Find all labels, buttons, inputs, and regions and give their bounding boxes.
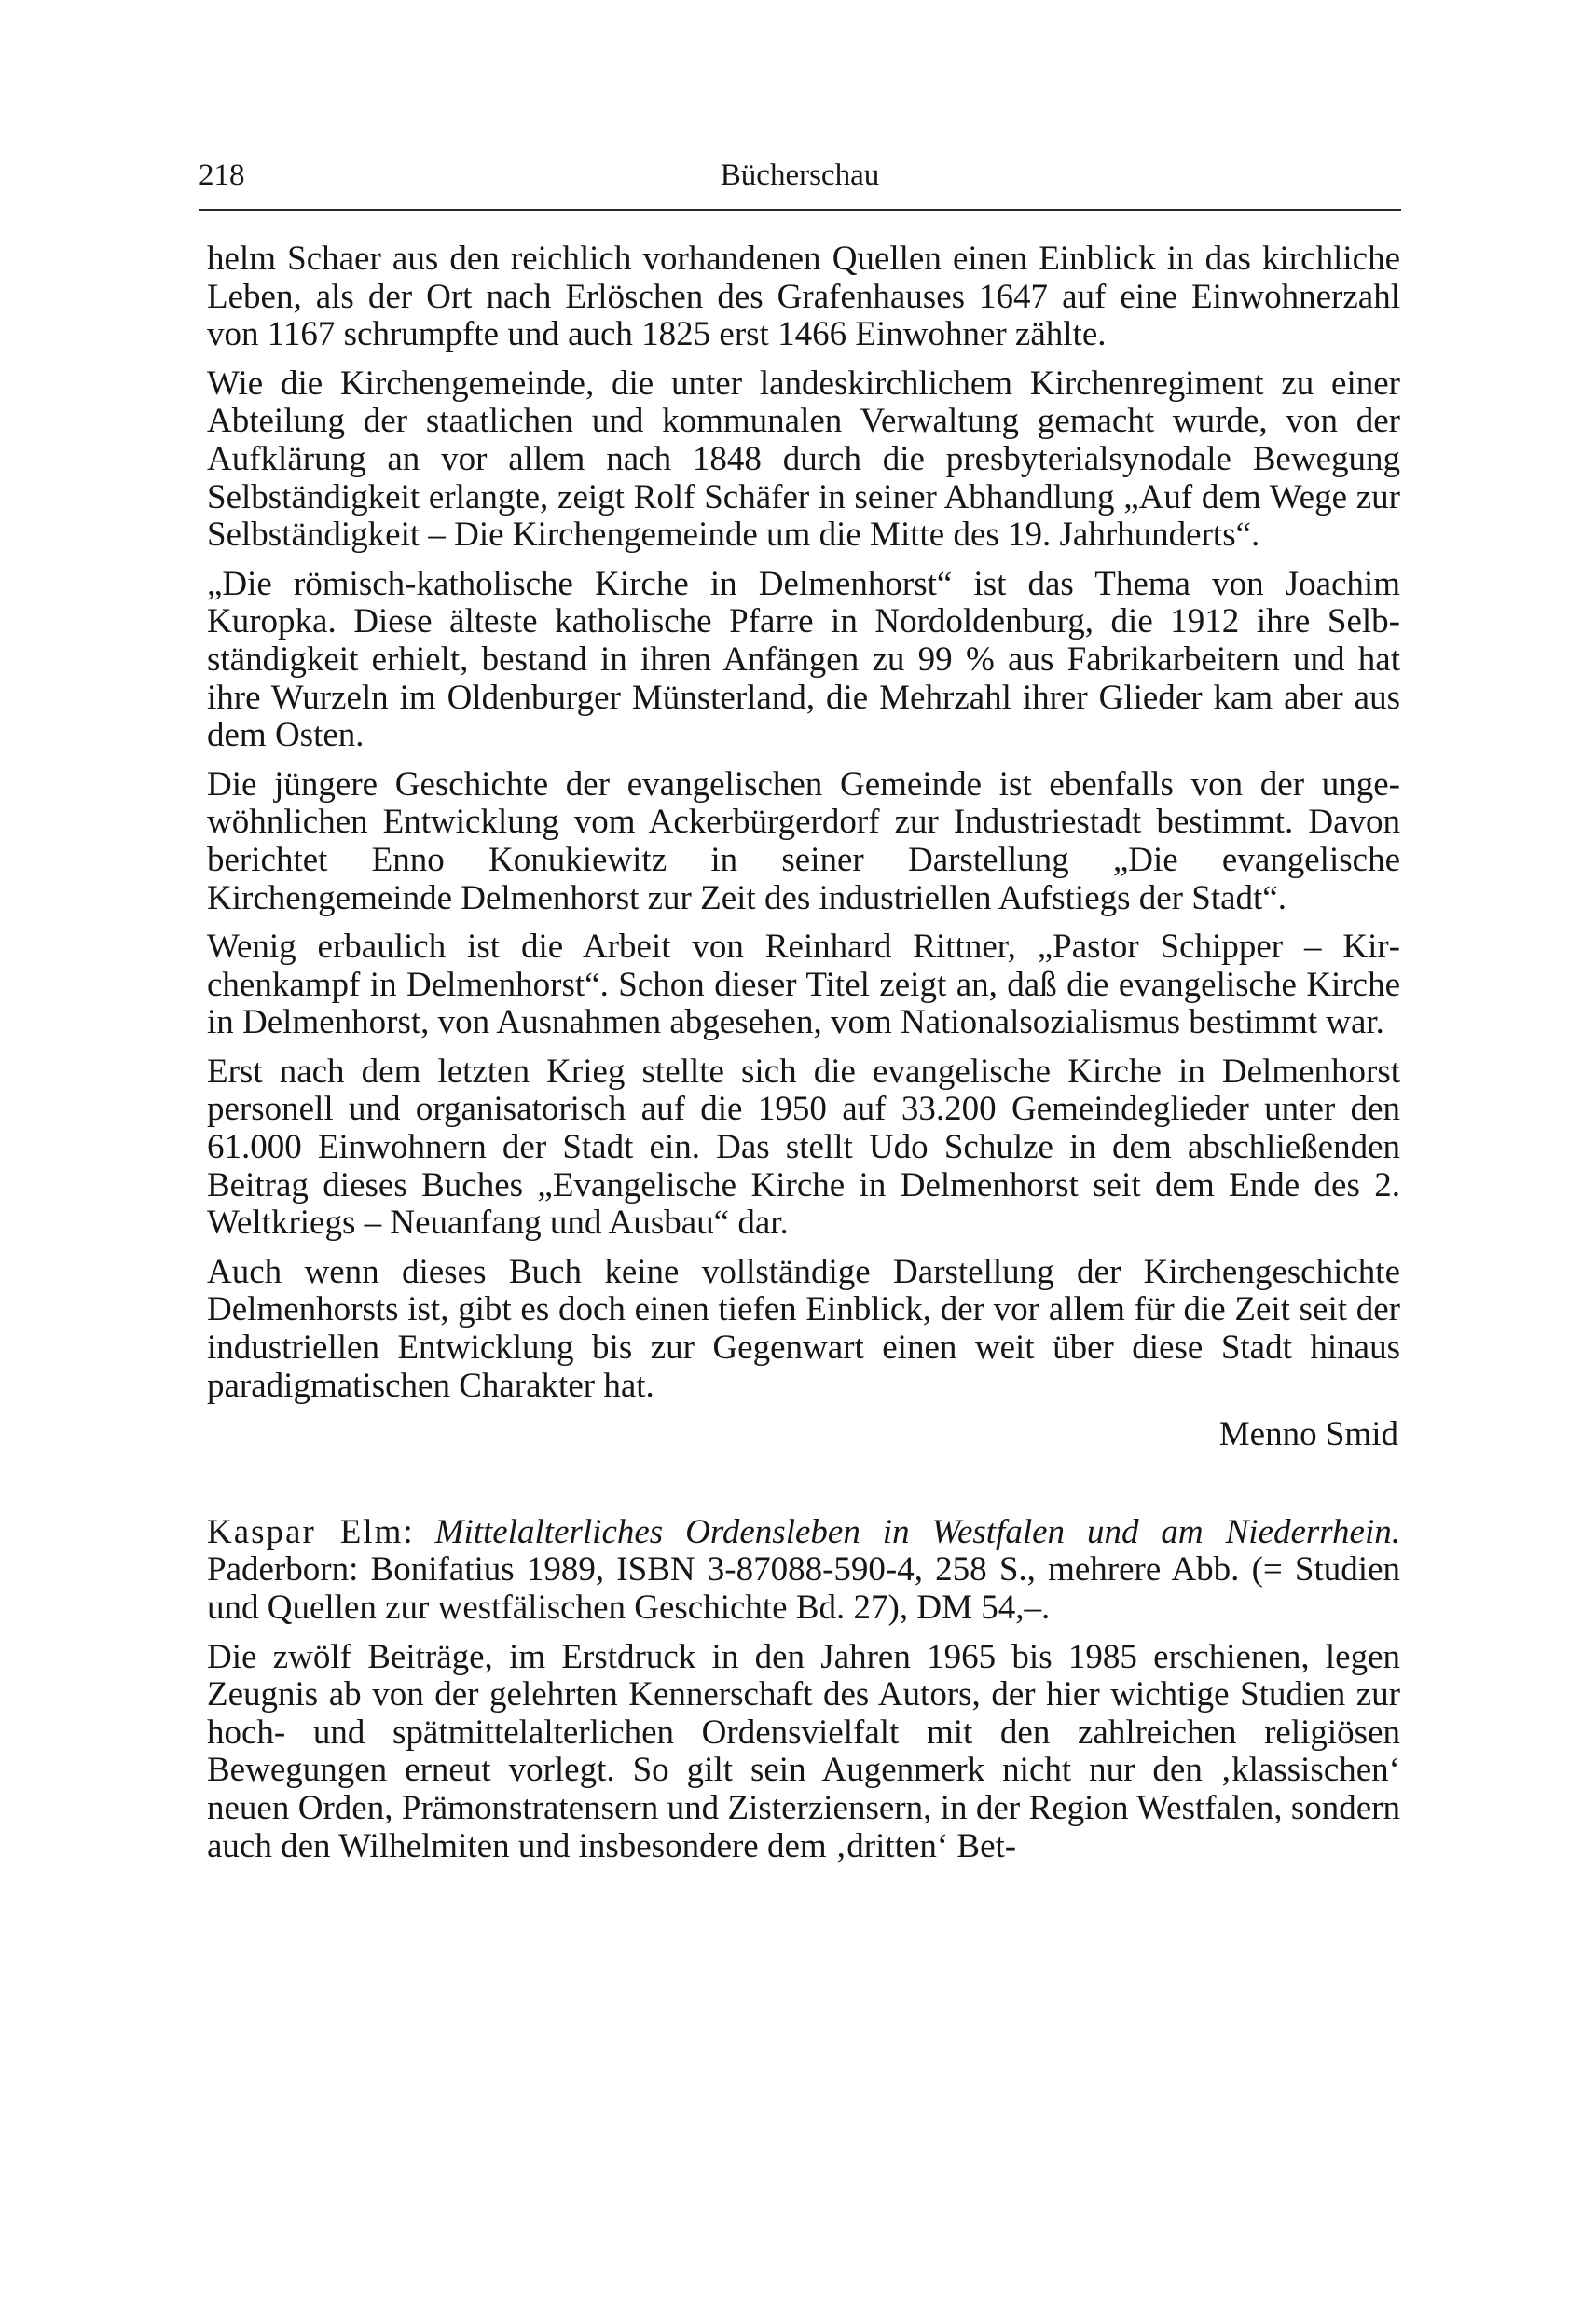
review2-author: Kaspar Elm xyxy=(207,1512,404,1551)
review2-paragraph-1: Die zwölf Beiträge, im Erstdruck in den Jahren 1965 bis 1985 erschienen, legen Zeugnis ab von der gelehrten Kennerschaft des Autors, der hier wichtige Studien zur hoch- und spätmittelalterlichen Ordensvielfalt mit den zahlreichen religiösen Bewegungen erneut vorlegt. So gilt sein Augenmerk nicht nur den ‚klassischen‘ neuen Orden, Prämonstratensern und Zisterziensern, in der Region Westfalen, sondern auch den Wilhelmiten und insbesondere dem ‚dritten‘ Bet- xyxy=(207,1637,1400,1865)
running-title: Bücherschau xyxy=(720,158,880,192)
review1-paragraph-3: „Die römisch-katholische Kirche in Delmenhorst“ ist das Thema von Joachim Kuropka. Diese älteste katholische Pfarre in Nordoldenburg, die 1912 ihre Selbständigkeit erhielt, bestand in ihren Anfängen zu 99 % aus Fabrikarbeitern und hat ihre Wurzeln im Oldenburger Münsterland, die Mehrzahl ihrer Glieder kam aber aus dem Osten. xyxy=(207,564,1400,755)
review2-bibliographic-entry: Kaspar Elm: Mittelalterliches Ordensleben in Westfalen und am Niederrhein. Paderborn: Bonifatius 1989, ISBN 3-87088-590-4, 258 S., mehrere Abb. (= Studien und Quellen zur westfälischen Geschichte Bd. 27), DM 54,–. xyxy=(207,1512,1400,1627)
review-separator xyxy=(207,1466,1400,1514)
review2-publication-details: Paderborn: Bonifatius 1989, ISBN 3-87088-590-4, 258 S., mehrere Abb. (= Studien und Quellen zur westfälischen Geschichte Bd. 27), DM 54,–. xyxy=(207,1550,1400,1627)
review1-paragraph-2: Wie die Kirchengemeinde, die unter landeskirchlichem Kirchenregiment zu einer Abteilung der staatlichen und kommunalen Verwaltung gemacht wurde, von der Aufklärung an vor allem nach 1848 durch die presbyterialsynodale Bewegung Selbständigkeit erlangte, zeigt Rolf Schäfer in seiner Abhandlung „Auf dem Wege zur Selbständigkeit – Die Kirchengemeinde um die Mitte des 19. Jahrhunderts“. xyxy=(207,364,1400,555)
review1-paragraph-7: Auch wenn dieses Buch keine vollständige Darstellung der Kirchengeschichte Delmenhorsts ist, gibt es doch einen tiefen Einblick, der vor allem für die Zeit seit der industriellen Entwicklung bis zur Gegenwart einen weit über diese Stadt hinaus paradigmatischen Charakter hat. xyxy=(207,1252,1400,1405)
review1-paragraph-6: Erst nach dem letzten Krieg stellte sich die evangelische Kirche in Delmenhorst personell und organisatorisch auf die 1950 auf 33.200 Gemeindeglieder unter den 61.000 Einwohnern der Stadt ein. Das stellt Udo Schulze in dem abschließenden Beitrag dieses Buches „Evangelische Kirche in Delmenhorst seit dem Ende des 2. Weltkriegs – Neuanfang und Ausbau“ dar. xyxy=(207,1052,1400,1243)
page-number: 218 xyxy=(199,158,245,192)
review1-paragraph-1: helm Schaer aus den reichlich vorhandenen Quellen einen Einblick in das kirchliche Leben, als der Ort nach Erlöschen des Grafenhauses 1647 auf eine Einwohnerzahl von 1167 schrumpfte und auch 1825 erst 1466 Einwohner zählte. xyxy=(207,240,1400,354)
review1-paragraph-4: Die jüngere Geschichte der evangelischen Gemeinde ist ebenfalls von der ungewöhnlichen Entwicklung vom Ackerbürgerdorf zur Industriestadt bestimmt. Davon berichtet Enno Konukiewitz in seiner Darstellung „Die evangelische Kirchengemeinde Delmenhorst zur Zeit des industriellen Aufstiegs der Stadt“. xyxy=(207,764,1400,917)
reviewer-signature: Menno Smid xyxy=(1218,1415,1398,1454)
review1-paragraph-5: Wenig erbaulich ist die Arbeit von Reinhard Rittner, „Pastor Schipper – Kirchenkampf in Delmenhorst“. Schon dieser Titel zeigt an, daß die evangelische Kirche in Delmenhorst, von Ausnahmen abgesehen, vom Nationalsozialismus bestimmt war. xyxy=(207,928,1400,1042)
running-header xyxy=(199,157,1401,211)
text-body xyxy=(207,241,1400,1877)
review2-book-title: Mittelalterliches Ordensleben in Westfalen und am Niederrhein. xyxy=(434,1512,1400,1551)
